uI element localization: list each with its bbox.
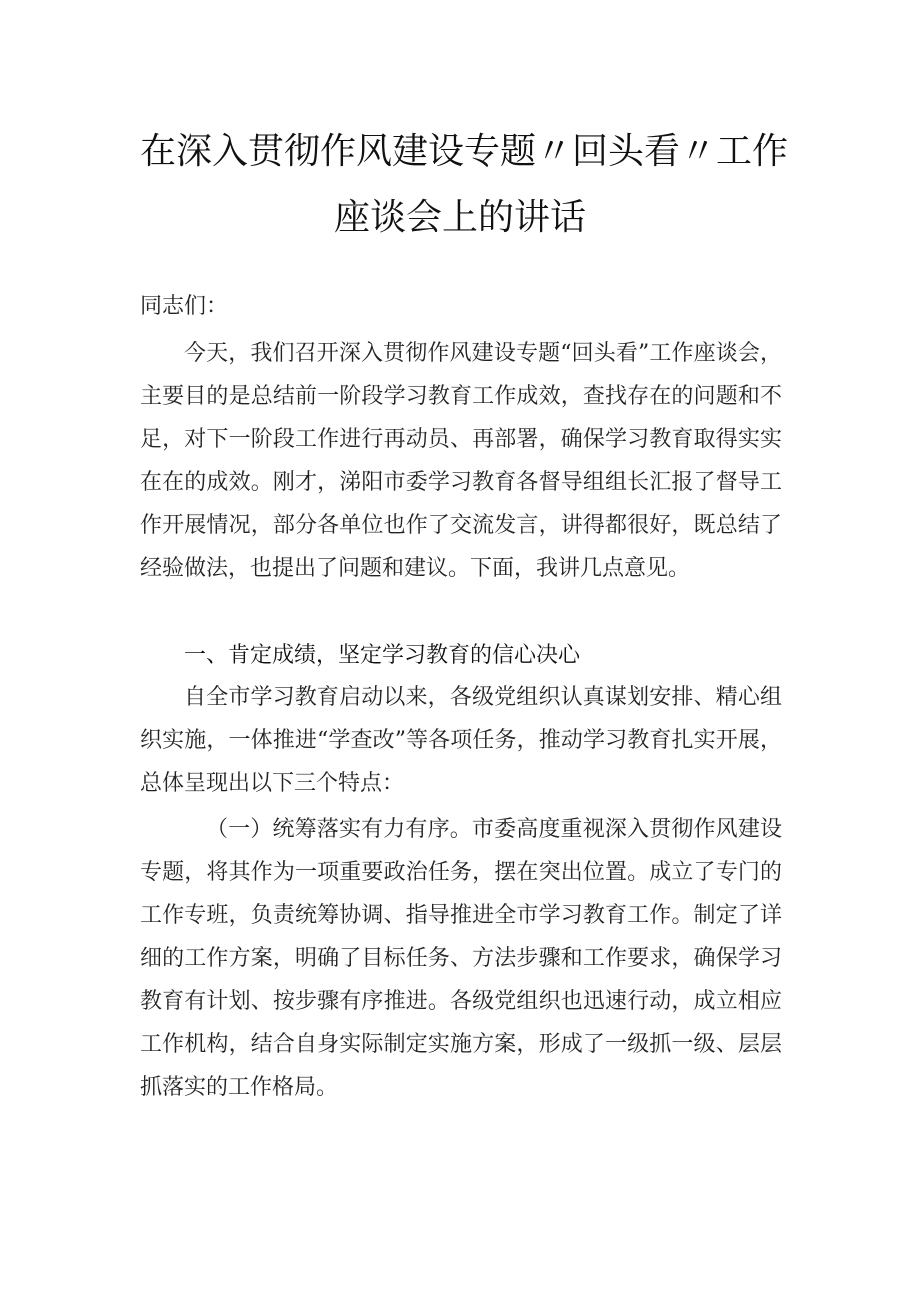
document-title-line-1: 在深入贯彻作风建设专题〃回头看〃工作	[140, 131, 789, 172]
paragraph-point-1	[140, 808, 782, 1109]
paragraph-overview	[140, 676, 782, 805]
salutation: 同志们：	[140, 294, 229, 319]
paragraph-text: 自全市学习教育启动以来，各级党组织认真谋划安排、精心组织实施，一体推进“学查改”等各项任务，推动学习教育扎实开展，总体呈现出以下三个特点：	[140, 685, 782, 796]
document-title-line-2: 座谈会上的讲话	[333, 197, 586, 238]
paragraph-text: 今天，我们召开深入贯彻作风建设专题“回头看”工作座谈会，主要目的是总结前一阶段学习教育工作成效，查找存在的问题和不足，对下一阶段工作进行再动员、再部署，确保学习教育取得实实在在的成效。刚才，涕阳市委学习教育各督导组组长汇报了督导工作开展情况，部分各单位也作了交流发言，讲得都很好，既总结了经验做法，也提出了问题和建议。下面，我讲几点意见。	[140, 341, 782, 581]
section-heading-1: 一、肯定成绩，坚定学习教育的信心决心	[184, 643, 581, 668]
paragraph-intro	[140, 332, 782, 590]
paragraph-text: （一）统筹落实有力有序。市委高度重视深入贯彻作风建设专题，将其作为一项重要政治任务，摆在突出位置。成立了专门的工作专班，负责统筹协调、指导推进全市学习教育工作。制定了详细的工作方案，明确了目标任务、方法步骤和工作要求，确保学习教育有计划、按步骤有序推进。各级党组织也迅速行动，成立相应工作机构，结合自身实际制定实施方案，形成了一级抓一级、层层抓落实的工作格局。	[140, 817, 782, 1100]
